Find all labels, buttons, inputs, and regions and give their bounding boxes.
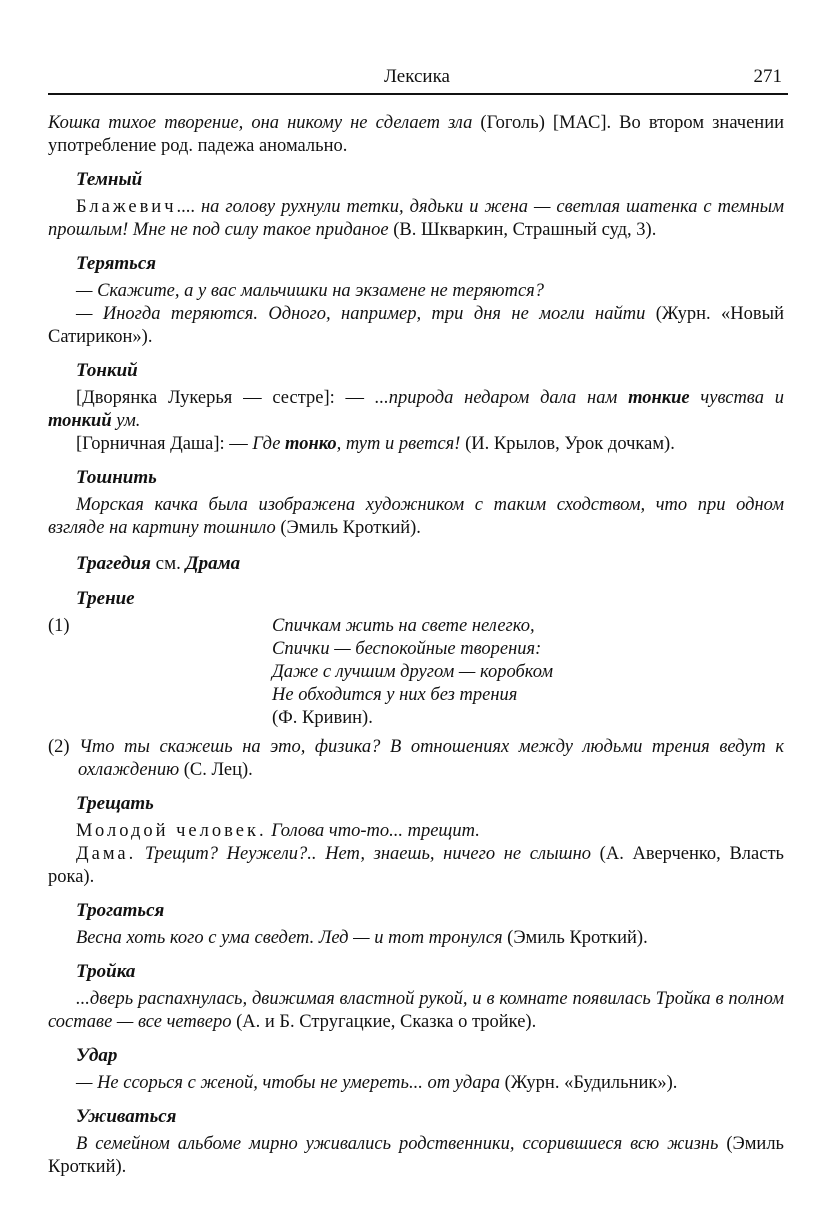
dialogue-line-1 — [48, 820, 784, 843]
entry-quote: на голову рухнули тетки, дядьки и жена — светлая шатенка с темным прошлым! Мне не под силу такое приданое — [48, 197, 784, 240]
entry-quote: ...дверь распахнулась, движимая властной рукой, и в комнате появилась Тройка в полном составе — все четверо — [48, 989, 784, 1032]
example-number: (2) — [48, 737, 70, 757]
emphasis-word: тонкий — [48, 411, 112, 431]
headword-trenie: Трение — [76, 588, 135, 609]
entry-trogatsya-text — [48, 927, 784, 950]
speaker-name: Блажевич — [76, 197, 177, 217]
entry-source: (Эмиль Кроткий). — [275, 518, 421, 538]
entry-trenie-example-2 — [48, 736, 784, 782]
entry-quote: Весна хоть кого с ума сведет. Лед — и тот тронулся — [76, 928, 503, 948]
entry-source: (А. Аверченко, Власть рока). — [48, 844, 784, 887]
intro-paragraph — [48, 112, 784, 158]
entry-udar-text — [48, 1072, 784, 1095]
entry-quote: Что ты скажешь на это, физика? В отношениях между людьми трения ведут к охлаждению — [69, 737, 784, 780]
headword-text: Трагедия — [76, 553, 151, 574]
ellipsis: .... — [176, 197, 196, 217]
headword-udar: Удар — [76, 1045, 118, 1066]
see-reference-marker: см. — [150, 553, 186, 574]
entry-source: (С. Лец). — [179, 760, 253, 780]
headword-toshnit: Тошнить — [76, 467, 157, 488]
poem-line: Не обходится у них без трения — [272, 685, 518, 705]
entry-quote: ...природа недаром дала нам — [374, 388, 629, 408]
running-header-title: Лексика — [384, 66, 450, 87]
page-body — [48, 112, 784, 1179]
entry-quote: — Иногда теряются. Одного, например, три дня не могли найти — [76, 304, 646, 324]
entry-troyka-text — [48, 988, 784, 1034]
entry-quote: ум. — [111, 411, 141, 431]
headword-uzhivatsya: Уживаться — [76, 1106, 177, 1127]
dialogue-line-2 — [48, 303, 784, 349]
stage-note: [Дворянка Лукерья — сестре]: — — [76, 388, 375, 408]
headword-treschat: Трещать — [76, 793, 154, 814]
speaker-name: Молодой человек. — [76, 821, 267, 841]
entry-quote: , тут и рвется! — [336, 434, 461, 454]
entry-quote: В семейном альбоме мирно уживались родственники, ссорившиеся всю жизнь — [76, 1134, 719, 1154]
entry-temny-text — [48, 196, 784, 242]
entry-tonky-line-2 — [48, 433, 784, 456]
poem-line: Спички — беспокойные творения: — [272, 639, 542, 659]
dialogue-line-1: — Скажите, а у вас мальчишки на экзамене не теряются? — [76, 281, 545, 301]
headword-tragedia — [76, 552, 784, 575]
example-number: (1) — [48, 616, 70, 636]
poem-line: Спичкам жить на свете нелегко, — [272, 616, 535, 636]
emphasis-word: тонко — [285, 434, 337, 454]
poem-line: Даже с лучшим другом — коробком — [272, 662, 554, 682]
emphasis-word: тонкие — [628, 388, 690, 408]
entry-source: (Журн. «Новый Сатирикон»). — [48, 304, 784, 347]
entry-source: (Эмиль Кроткий). — [502, 928, 648, 948]
headword-trogatsya: Трогаться — [76, 900, 165, 921]
page-number: 271 — [753, 66, 782, 87]
speaker-name: Дама. — [76, 844, 137, 864]
headword-tonky: Тонкий — [76, 360, 138, 381]
headword-teryatsya: Теряться — [76, 253, 157, 274]
intro-rest: (Гоголь) [МАС]. Во втором значении употребление род. падежа аномально. — [48, 113, 784, 156]
entry-quote: — Не ссорься с женой, чтобы не умереть... от удара — [76, 1073, 500, 1093]
stage-note: [Горничная Даша]: — — [76, 434, 253, 454]
dialogue-line-2 — [48, 843, 784, 889]
entry-quote: Морская качка была изображена художником с таким сходством, что при одном взгляде на картину тошнило — [48, 495, 784, 538]
cross-reference: Драма — [185, 553, 241, 574]
poem-source: (Ф. Кривин). — [272, 708, 373, 728]
entry-source: (В. Шкваркин, Страшный суд, 3). — [388, 220, 657, 240]
entry-quote: чувства и — [689, 388, 784, 408]
entry-quote: Голова что-то... трещит. — [266, 821, 480, 841]
entry-source: (И. Крылов, Урок дочкам). — [460, 434, 675, 454]
header-rule — [48, 93, 788, 95]
headword-temny: Темный — [76, 169, 143, 190]
entry-tonky-line-1 — [48, 387, 784, 433]
entry-source: (А. и Б. Стругацкие, Сказка о тройке). — [231, 1012, 537, 1032]
entry-quote: Где — [252, 434, 286, 454]
poem-block — [48, 615, 784, 730]
entry-source: (Эмиль Кроткий). — [48, 1134, 784, 1177]
headword-troyka: Тройка — [76, 961, 136, 982]
entry-source: (Журн. «Будильник»). — [499, 1073, 678, 1093]
entry-quote: Трещит? Неужели?.. Нет, знаешь, ничего не слышно — [136, 844, 592, 864]
intro-quote: Кошка тихое творение, она никому не сделает зла — [48, 113, 473, 133]
entry-toshnit-text — [48, 494, 784, 540]
entry-uzhivatsya-text — [48, 1133, 784, 1179]
poem-lines — [272, 615, 553, 730]
